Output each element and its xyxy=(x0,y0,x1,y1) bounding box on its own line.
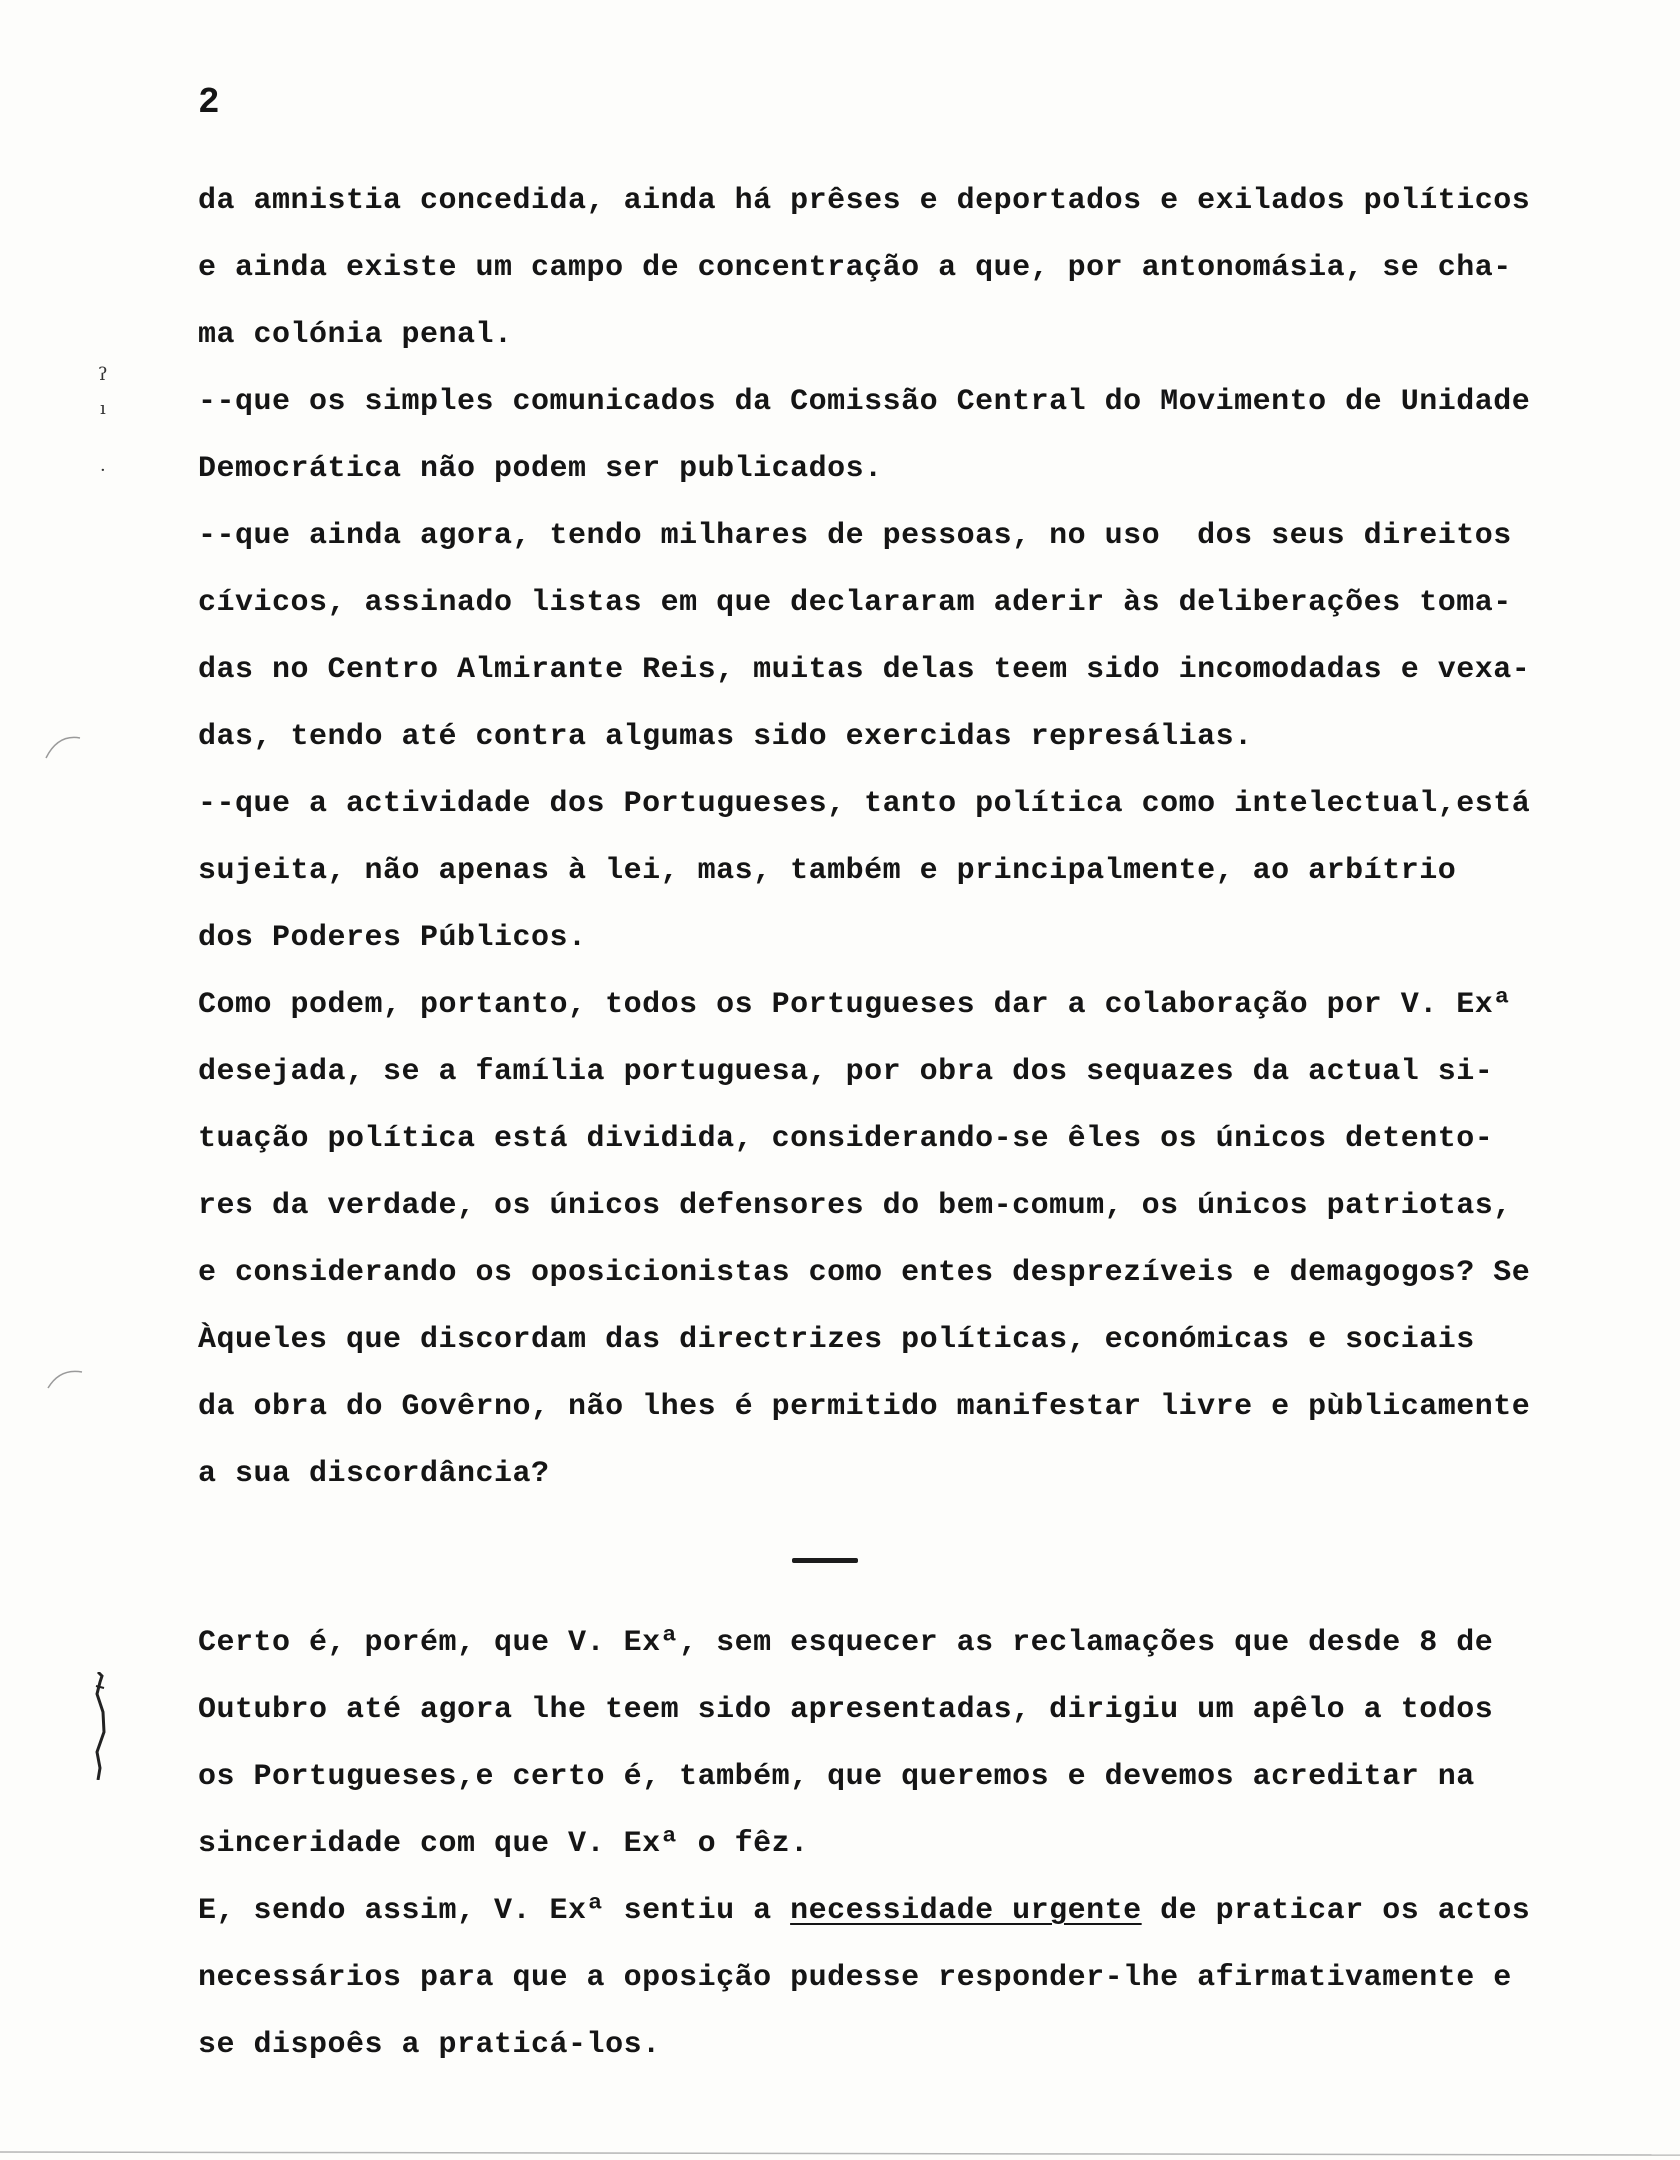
text-line: ma colónia penal. xyxy=(198,318,513,352)
margin-bracket-mark xyxy=(94,1672,106,1780)
text-line: --que os simples comunicados da Comissão Central do Movimento de Unidade xyxy=(198,385,1531,419)
text-line: Outubro até agora lhe teem sido apresentadas, dirigiu um apêlo a todos xyxy=(198,1693,1494,1727)
text-line: da amnistia concedida, ainda há prêses e deportados e exilados políticos xyxy=(198,184,1531,218)
text-line: res da verdade, os únicos defensores do bem-comum, os únicos patriotas, xyxy=(198,1189,1512,1223)
margin-mark: ı xyxy=(100,398,106,419)
text-line: a sua discordância? xyxy=(198,1457,550,1491)
page-number: 2 xyxy=(198,82,220,123)
text-line: e considerando os oposicionistas como entes desprezíveis e demagogos? Se xyxy=(198,1256,1531,1290)
closing-paragraphs xyxy=(198,1610,1638,2079)
text-line: os Portugueses,e certo é, também, que queremos e devemos acreditar na xyxy=(198,1760,1475,1794)
sentence-start: E, sendo assim, V. Exª sentiu a xyxy=(198,1894,791,1928)
margin-mark: · xyxy=(100,460,106,481)
margin-mark: ʔ xyxy=(98,364,108,385)
paper-crease-mark xyxy=(46,1362,86,1392)
text-line: Certo é, porém, que V. Exª, sem esquecer as reclamações que desde 8 de xyxy=(198,1626,1494,1660)
text-line: Como podem, portanto, todos os Portugueses dar a colaboração por V. Exª xyxy=(198,988,1512,1022)
text-line: e ainda existe um campo de concentração a que, por antonomásia, se cha- xyxy=(198,251,1512,285)
text-line: das, tendo até contra algumas sido exercidas represálias. xyxy=(198,720,1253,754)
text-line: se dispoês a praticá-los. xyxy=(198,2028,661,2062)
text-line: Democrática não podem ser publicados. xyxy=(198,452,883,486)
paper-bottom-edge xyxy=(0,2146,1680,2160)
text-line: desejada, se a família portuguesa, por obra dos sequazes da actual si- xyxy=(198,1055,1494,1089)
text-line: da obra do Govêrno, não lhes é permitido manifestar livre e pùblicamente xyxy=(198,1390,1531,1424)
text-line: tuação política está dividida, considerando-se êles os únicos detento- xyxy=(198,1122,1494,1156)
text-line: --que a actividade dos Portugueses, tanto política como intelectual,está xyxy=(198,787,1531,821)
underlined-phrase: necessidade urgente xyxy=(790,1894,1142,1928)
main-paragraphs xyxy=(198,168,1638,1508)
text-line: dos Poderes Públicos. xyxy=(198,921,587,955)
paper-crease-mark xyxy=(44,730,84,760)
text-line: --que ainda agora, tendo milhares de pessoas, no uso dos seus direitos xyxy=(198,519,1512,553)
text-line: sinceridade com que V. Exª o fêz. xyxy=(198,1827,809,1861)
section-separator xyxy=(792,1558,858,1563)
text-line-underlined xyxy=(198,1878,1638,1945)
text-line: cívicos, assinado listas em que declararam aderir às deliberações toma- xyxy=(198,586,1512,620)
sentence-end: de praticar os actos xyxy=(1141,1894,1531,1928)
text-line: das no Centro Almirante Reis, muitas delas teem sido incomodadas e vexa- xyxy=(198,653,1531,687)
text-line: Àqueles que discordam das directrizes políticas, económicas e sociais xyxy=(198,1323,1475,1357)
text-line: sujeita, não apenas à lei, mas, também e principalmente, ao arbítrio xyxy=(198,854,1457,888)
text-line: necessários para que a oposição pudesse responder-lhe afirmativamente e xyxy=(198,1961,1512,1995)
